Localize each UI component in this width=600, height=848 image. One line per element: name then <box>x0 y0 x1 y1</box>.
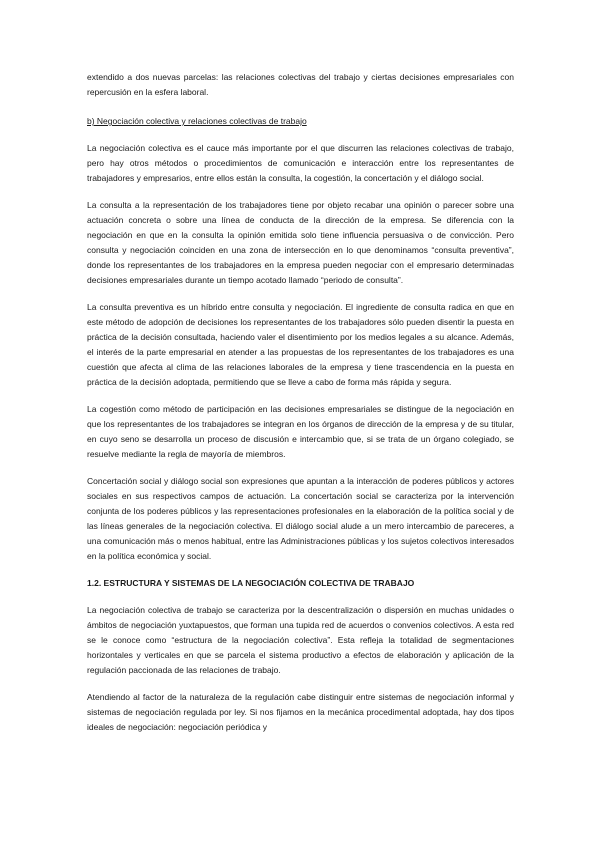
section-subheading-b: b) Negociación colectiva y relaciones colectivas de trabajo <box>87 116 307 126</box>
paragraph-cogestion: La cogestión como método de participación en las decisiones empresariales se distingue de la negociación en que los representantes de los trabajadores se integran en los órganos de dirección de la empresa y de su titular, en cuyo seno se desarrolla un proceso de discusión e intercambio que, si se trata de un órgano colegiado, se resuelve mediante la regla de mayoría de miembros. <box>87 404 514 459</box>
paragraph-negociacion-colectiva: La negociación colectiva es el cauce más importante por el que discurren las relaciones colectivas de trabajo, pero hay otros métodos o procedimientos de comunicación e interacción entre los representantes de trabajadores y empresarios, entre ellos están la consulta, la cogestión, la concertación y el diálogo social. <box>87 143 514 183</box>
paragraph-consulta: La consulta a la representación de los trabajadores tiene por objeto recabar una opinión o parecer sobre una actuación concreta o sobre una línea de conducta de la dirección de la empresa. Se diferencia con la negociación en que en la consulta la opinión emitida solo tiene influencia persuasiva o de convicción. Pero consulta y negociación coinciden en una zona de intersección en lo que denominamos “consulta preventiva”, donde los representantes de los trabajadores en la empresa pueden negociar con el empresario determinadas decisiones empresariales durante un tiempo acotado llamado “periodo de consulta”. <box>87 200 514 285</box>
section-heading-1-2: 1.2. ESTRUCTURA Y SISTEMAS DE LA NEGOCIACIÓN COLECTIVA DE TRABAJO <box>87 578 415 588</box>
paragraph-sistemas: Atendiendo al factor de la naturaleza de la regulación cabe distinguir entre sistemas de negociación informal y sistemas de negociación regulada por ley. Si nos fijamos en la mecánica procedimental adoptada, hay dos tipos ideales de negociación: negociación periódica y <box>87 692 514 732</box>
paragraph-intro: extendido a dos nuevas parcelas: las relaciones colectivas del trabajo y ciertas decisiones empresariales con repercusión en la esfera laboral. <box>87 72 514 97</box>
document-body <box>87 70 514 747</box>
paragraph-estructura: La negociación colectiva de trabajo se caracteriza por la descentralización o dispersión en muchas unidades o ámbitos de negociación yuxtapuestos, que forman una tupida red de acuerdos o convenios colectivos. A esta red se le conoce como “estructura de la negociación colectiva”. Esta refleja la totalidad de segmentaciones horizontales y verticales en que se parcela el sistema productivo a efectos de elaboración y aplicación de la regulación paccionada de las relaciones de trabajo. <box>87 605 514 675</box>
paragraph-consulta-preventiva: La consulta preventiva es un híbrido entre consulta y negociación. El ingrediente de consulta radica en que en este método de adopción de decisiones los representantes de los trabajadores sólo pueden disentir la puesta en práctica de la decisión consultada, haciendo valer el disentimiento por los medios legales a su alcance. Además, el interés de la parte empresarial en atender a las propuestas de los representantes de los trabajadores es una cuestión que afecta al clima de las relaciones laborales de la empresa y tiene trascendencia en la puesta en práctica de la decisión adoptada, permitiendo que se lleve a cabo de forma más rápida y segura. <box>87 302 514 387</box>
paragraph-concertacion-social: Concertación social y diálogo social son expresiones que apuntan a la interacción de poderes públicos y actores sociales en sus respectivos campos de actuación. La concertación social se caracteriza por la intervención conjunta de los poderes públicos y las representaciones profesionales en la elaboración de la política social y de las líneas generales de la negociación colectiva. El diálogo social alude a un mero intercambio de pareceres, a una comunicación más o menos habitual, entre las Administraciones públicas y los sujetos colectivos interesados en la política económica y social. <box>87 476 514 561</box>
